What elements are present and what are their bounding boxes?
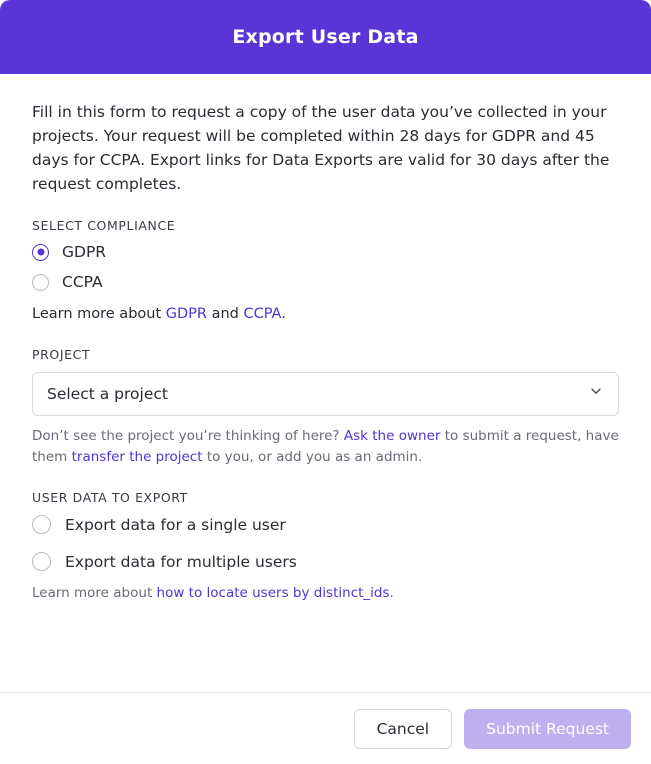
radio-multiple-users-icon[interactable] [32,552,51,571]
radio-single-user-label: Export data for a single user [65,515,286,534]
modal-header [0,0,651,74]
radio-ccpa-icon[interactable] [32,274,49,291]
user-data-section-label: USER DATA TO EXPORT [32,490,188,505]
project-section-label: PROJECT [32,347,91,362]
page-title: Export User Data [232,26,419,48]
compliance-helper [32,303,619,325]
project-select-value: Select a project [47,385,168,403]
radio-gdpr-label: GDPR [62,243,107,261]
compliance-helper-prefix: Learn more about [32,306,166,322]
gdpr-link[interactable]: GDPR [165,306,207,322]
user-data-helper-prefix: Learn more about [32,585,157,601]
compliance-helper-suffix: . [281,306,286,322]
submit-request-button[interactable]: Submit Request [464,709,631,749]
cancel-button[interactable]: Cancel [354,709,453,749]
compliance-section-label: SELECT COMPLIANCE [32,218,176,233]
compliance-helper-mid: and [206,306,244,322]
modal-body [0,74,651,692]
radio-option-single-user[interactable] [32,515,619,534]
modal-footer [0,692,651,764]
project-select-wrap [32,372,619,416]
user-data-helper-suffix: . [389,585,394,601]
radio-gdpr-icon[interactable] [32,244,49,261]
radio-single-user-icon[interactable] [32,515,51,534]
intro-text: Fill in this form to request a copy of the user data you’ve collected in your projects. Your request will be completed within 28 days for GDPR and 45 days for CCPA. Export links for Data Exports are valid for 30 days after the request completes. [32,103,610,193]
radio-ccpa-label: CCPA [62,273,103,291]
project-helper [32,426,619,468]
locate-users-link[interactable]: how to locate users by distinct_ids [156,585,390,601]
project-helper-part1: Don’t see the project you’re thinking of here? [32,428,344,444]
radio-option-ccpa[interactable] [32,273,619,291]
user-data-helper [32,583,619,604]
project-select[interactable] [32,372,619,416]
radio-option-multiple-users[interactable] [32,552,619,571]
ccpa-link[interactable]: CCPA [243,306,282,322]
radio-multiple-users-label: Export data for multiple users [65,552,297,571]
radio-option-gdpr[interactable] [32,243,619,261]
project-helper-part3: to you, or add you as an admin. [202,449,423,465]
ask-the-owner-link[interactable]: Ask the owner [343,428,441,444]
transfer-the-project-link[interactable]: transfer the project [71,449,203,465]
project-helper-part2: to submit a request, have them [32,428,619,465]
